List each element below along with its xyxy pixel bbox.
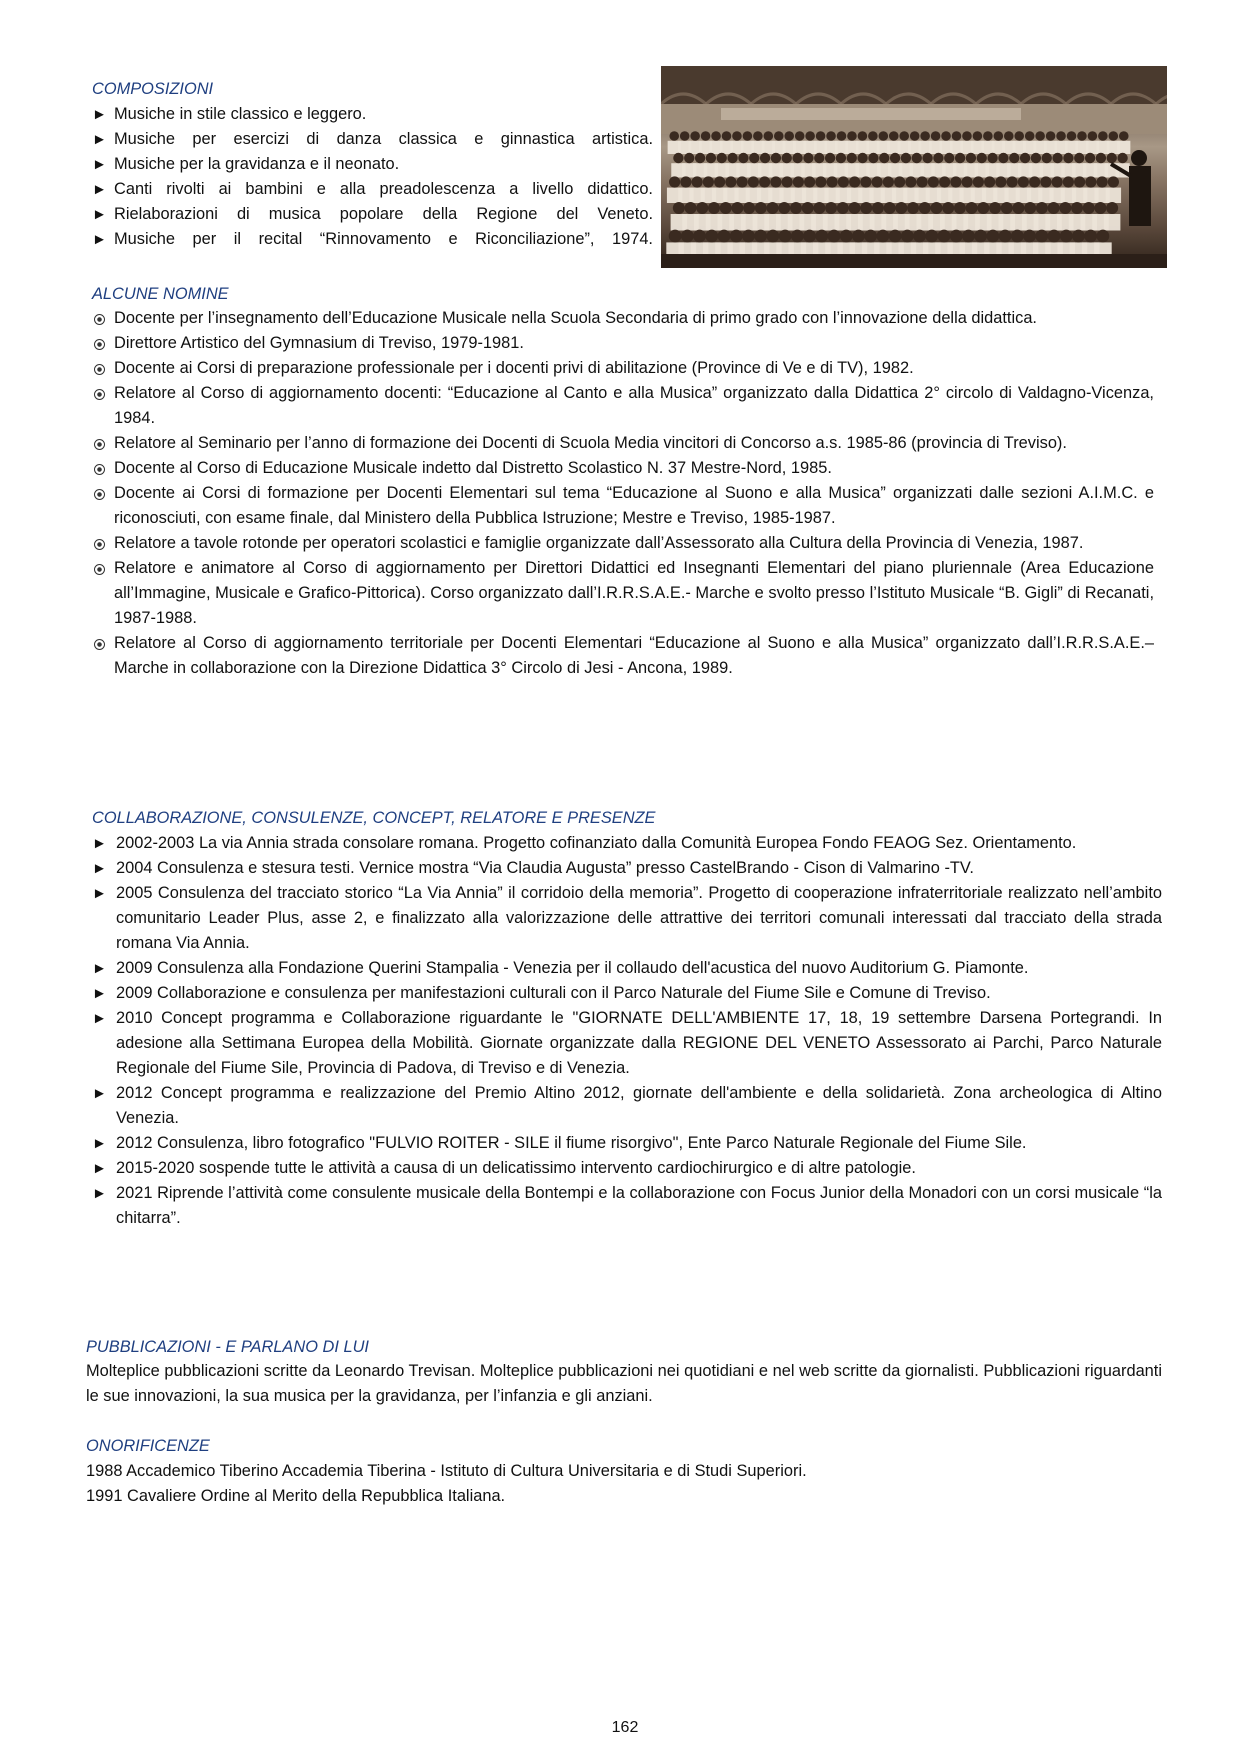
- nomine-item: [92, 431, 1154, 456]
- nomine-item: [92, 456, 1154, 481]
- onorificenze-item: 1991 Cavaliere Ordine al Merito della Repubblica Italiana.: [86, 1487, 506, 1505]
- nomine-item: [92, 381, 1154, 431]
- collaborazione-item: [92, 1006, 1162, 1081]
- right-triangle-arrow-icon: ►: [92, 1135, 107, 1152]
- collaborazione-item: [92, 856, 1162, 881]
- page-number: 162: [611, 1719, 639, 1736]
- composizioni-heading: COMPOSIZIONI: [92, 80, 214, 98]
- composizioni-item-text: Musiche per la gravidanza e il neonato.: [114, 155, 400, 173]
- collaborazione-item-text: 2021 Riprende l’attività come consulente musicale della Bontempi e la collaborazione con Focus Junior della Monadori con un corsi musicale “la chitarra”.: [116, 1184, 1162, 1227]
- nomine-item-text: Relatore a tavole rotonde per operatori scolastici e famiglie organizzate dall’Assessorato alla Cultura della Provincia di Venezia, 1987.: [114, 534, 1084, 552]
- right-triangle-arrow-icon: ►: [92, 835, 107, 852]
- nomine-item-text: Docente al Corso di Educazione Musicale indetto dal Distretto Scolastico N. 37 Mestre-Nord, 1985.: [114, 459, 832, 477]
- circle-dot-bullet-icon: [94, 564, 105, 575]
- collaborazione-item: [92, 881, 1162, 956]
- collaborazione-list: [92, 831, 1162, 1231]
- right-triangle-arrow-icon: ►: [92, 860, 107, 877]
- right-triangle-arrow-icon: ►: [92, 1160, 107, 1177]
- circle-dot-bullet-icon: [94, 339, 105, 350]
- nomine-heading: ALCUNE NOMINE: [92, 285, 229, 303]
- circle-dot-bullet-icon: [94, 464, 105, 475]
- nomine-item-text: Relatore e animatore al Corso di aggiornamento per Direttori Didattici ed Insegnanti Elementari del piano pluriennale (Area Educazione all’Immagine, Musicale e Grafico-Pittorica). Corso organizzato dall’I.R.R.S.A.E.- Marche e svolto presso l’Istituto Musicale “B. Gigli” di Recanati, 1987-1988.: [114, 559, 1154, 627]
- collaborazione-item-text: 2012 Concept programma e realizzazione del Premio Altino 2012, giornate dell'ambiente e della solidarietà. Zona archeologica di Altino Venezia.: [116, 1084, 1162, 1127]
- right-triangle-arrow-icon: ►: [92, 181, 107, 198]
- circle-dot-bullet-icon: [94, 639, 105, 650]
- nomine-item-text: Relatore al Corso di aggiornamento docenti: “Educazione al Canto e alla Musica” organizzato dalla Didattica 2° circolo di Valdagno-Vicenza, 1984.: [114, 384, 1154, 427]
- composizioni-item: [92, 152, 653, 177]
- composizioni-item: [92, 127, 653, 152]
- onorificenze-list: [86, 1459, 1162, 1509]
- collaborazione-item-text: 2010 Concept programma e Collaborazione riguardante le "GIORNATE DELL'AMBIENTE 17, 18, 19 settembre Darsena Portegrandi. In adesione alla Settimana Europea della Mobilità. Giornate organizzate dalla REGIONE DEL VENETO Assessorato ai Parchi, Parco Naturale Regionale del Fiume Sile, Provincia di Padova, di Treviso e di Venezia.: [116, 1009, 1162, 1077]
- collaborazione-item: [92, 831, 1162, 856]
- composizioni-item-text: Canti rivolti ai bambini e alla preadolescenza a livello didattico.: [114, 180, 653, 198]
- pubblicazioni-text: Molteplice pubblicazioni scritte da Leonardo Trevisan. Molteplice pubblicazioni nei quotidiani e nel web scritte da giornalisti. Pubblicazioni riguardanti le sue innovazioni, la sua musica per la gravidanza, per l’infanzia e gli anziani.: [86, 1362, 1162, 1405]
- circle-dot-bullet-icon: [94, 389, 105, 400]
- collaborazione-item: [92, 1081, 1162, 1131]
- nomine-item: [92, 556, 1154, 631]
- collaborazione-item: [92, 1156, 1162, 1181]
- nomine-item-text: Docente ai Corsi di preparazione professionale per i docenti privi di abilitazione (Province di Ve e di TV), 1982.: [114, 359, 914, 377]
- collaborazione-item: [92, 1131, 1162, 1156]
- collaborazione-heading: COLLABORAZIONE, CONSULENZE, CONCEPT, RELATORE E PRESENZE: [92, 809, 656, 827]
- composizioni-item: [92, 202, 653, 227]
- collaborazione-item: [92, 956, 1162, 981]
- composizioni-item: [92, 102, 653, 127]
- collaborazione-item-text: 2002-2003 La via Annia strada consolare romana. Progetto cofinanziato dalla Comunità Europea Fondo FEAOG Sez. Orientamento.: [116, 834, 1077, 852]
- right-triangle-arrow-icon: ►: [92, 985, 107, 1002]
- composizioni-item-text: Musiche per esercizi di danza classica e ginnastica artistica.: [114, 130, 653, 148]
- circle-dot-bullet-icon: [94, 489, 105, 500]
- composizioni-list: [92, 102, 653, 252]
- right-triangle-arrow-icon: ►: [92, 106, 107, 123]
- right-triangle-arrow-icon: ►: [92, 231, 107, 248]
- collaborazione-item-text: 2005 Consulenza del tracciato storico “La Via Annia” il corridoio della memoria”. Progetto di cooperazione infraterritoriale realizzato nell’ambito comunitario Leader Plus, asse 2, e finalizzato alla valorizzazione delle attrattive dei territori comunali interessati dal tracciato della strada romana Via Annia.: [116, 884, 1162, 952]
- right-triangle-arrow-icon: ►: [92, 156, 107, 173]
- right-triangle-arrow-icon: ►: [92, 131, 107, 148]
- composizioni-item: [92, 177, 653, 202]
- right-triangle-arrow-icon: ►: [92, 1085, 107, 1102]
- nomine-item: [92, 531, 1154, 556]
- right-triangle-arrow-icon: ►: [92, 960, 107, 977]
- nomine-item: [92, 631, 1154, 681]
- collaborazione-item-text: 2012 Consulenza, libro fotografico "FULVIO ROITER - SILE il fiume risorgivo", Ente Parco Naturale Regionale del Fiume Sile.: [116, 1134, 1027, 1152]
- nomine-item: [92, 306, 1154, 331]
- choir-photo: [661, 66, 1167, 268]
- collaborazione-item-text: 2004 Consulenza e stesura testi. Vernice mostra “Via Claudia Augusta” presso CastelBrando - Cison di Valmarino -TV.: [116, 859, 974, 877]
- nomine-item-text: Docente ai Corsi di formazione per Docenti Elementari sul tema “Educazione al Suono e alla Musica” organizzati dalle sezioni A.I.M.C. e riconosciuti, con esame finale, dal Ministero della Pubblica Istruzione; Mestre e Treviso, 1985-1987.: [114, 484, 1154, 527]
- nomine-item-text: Relatore al Corso di aggiornamento territoriale per Docenti Elementari “Educazione al Suono e alla Musica” organizzato dall’I.R.R.S.A.E.–Marche in collaborazione con la Direzione Didattica 3° Circolo di Jesi - Ancona, 1989.: [114, 634, 1154, 677]
- composizioni-item-text: Rielaborazioni di musica popolare della Regione del Veneto.: [114, 205, 653, 223]
- circle-dot-bullet-icon: [94, 439, 105, 450]
- collaborazione-item-text: 2015-2020 sospende tutte le attività a causa di un delicatissimo intervento cardiochirurgico e di altre patologie.: [116, 1159, 916, 1177]
- nomine-item-text: Docente per l’insegnamento dell’Educazione Musicale nella Scuola Secondaria di primo grado con l’innovazione della didattica.: [114, 309, 1037, 327]
- right-triangle-arrow-icon: ►: [92, 1185, 107, 1202]
- circle-dot-bullet-icon: [94, 539, 105, 550]
- nomine-item-text: Direttore Artistico del Gymnasium di Treviso, 1979-1981.: [114, 334, 524, 352]
- composizioni-item: [92, 227, 653, 252]
- composizioni-item-text: Musiche in stile classico e leggero.: [114, 105, 367, 123]
- nomine-item: [92, 331, 1154, 356]
- nomine-item-text: Relatore al Seminario per l’anno di formazione dei Docenti di Scuola Media vincitori di Concorso a.s. 1985-86 (provincia di Treviso).: [114, 434, 1067, 452]
- collaborazione-item-text: 2009 Consulenza alla Fondazione Querini Stampalia - Venezia per il collaudo dell'acustica del nuovo Auditorium G. Piamonte.: [116, 959, 1029, 977]
- nomine-item: [92, 481, 1154, 531]
- nomine-item: [92, 356, 1154, 381]
- collaborazione-item: [92, 981, 1162, 1006]
- collaborazione-item: [92, 1181, 1162, 1231]
- right-triangle-arrow-icon: ►: [92, 1010, 107, 1027]
- circle-dot-bullet-icon: [94, 314, 105, 325]
- composizioni-item-text: Musiche per il recital “Rinnovamento e Riconciliazione”, 1974.: [114, 230, 653, 248]
- pubblicazioni-heading: PUBBLICAZIONI - E PARLANO DI LUI: [86, 1338, 369, 1356]
- circle-dot-bullet-icon: [94, 364, 105, 375]
- choir-photo-icon: [661, 66, 1167, 268]
- onorificenze-heading: ONORIFICENZE: [86, 1437, 210, 1455]
- right-triangle-arrow-icon: ►: [92, 885, 107, 902]
- collaborazione-item-text: 2009 Collaborazione e consulenza per manifestazioni culturali con il Parco Naturale del Fiume Sile e Comune di Treviso.: [116, 984, 991, 1002]
- onorificenze-item: 1988 Accademico Tiberino Accademia Tiberina - Istituto di Cultura Universitaria e di Studi Superiori.: [86, 1462, 807, 1480]
- nomine-list: [92, 306, 1154, 681]
- right-triangle-arrow-icon: ►: [92, 206, 107, 223]
